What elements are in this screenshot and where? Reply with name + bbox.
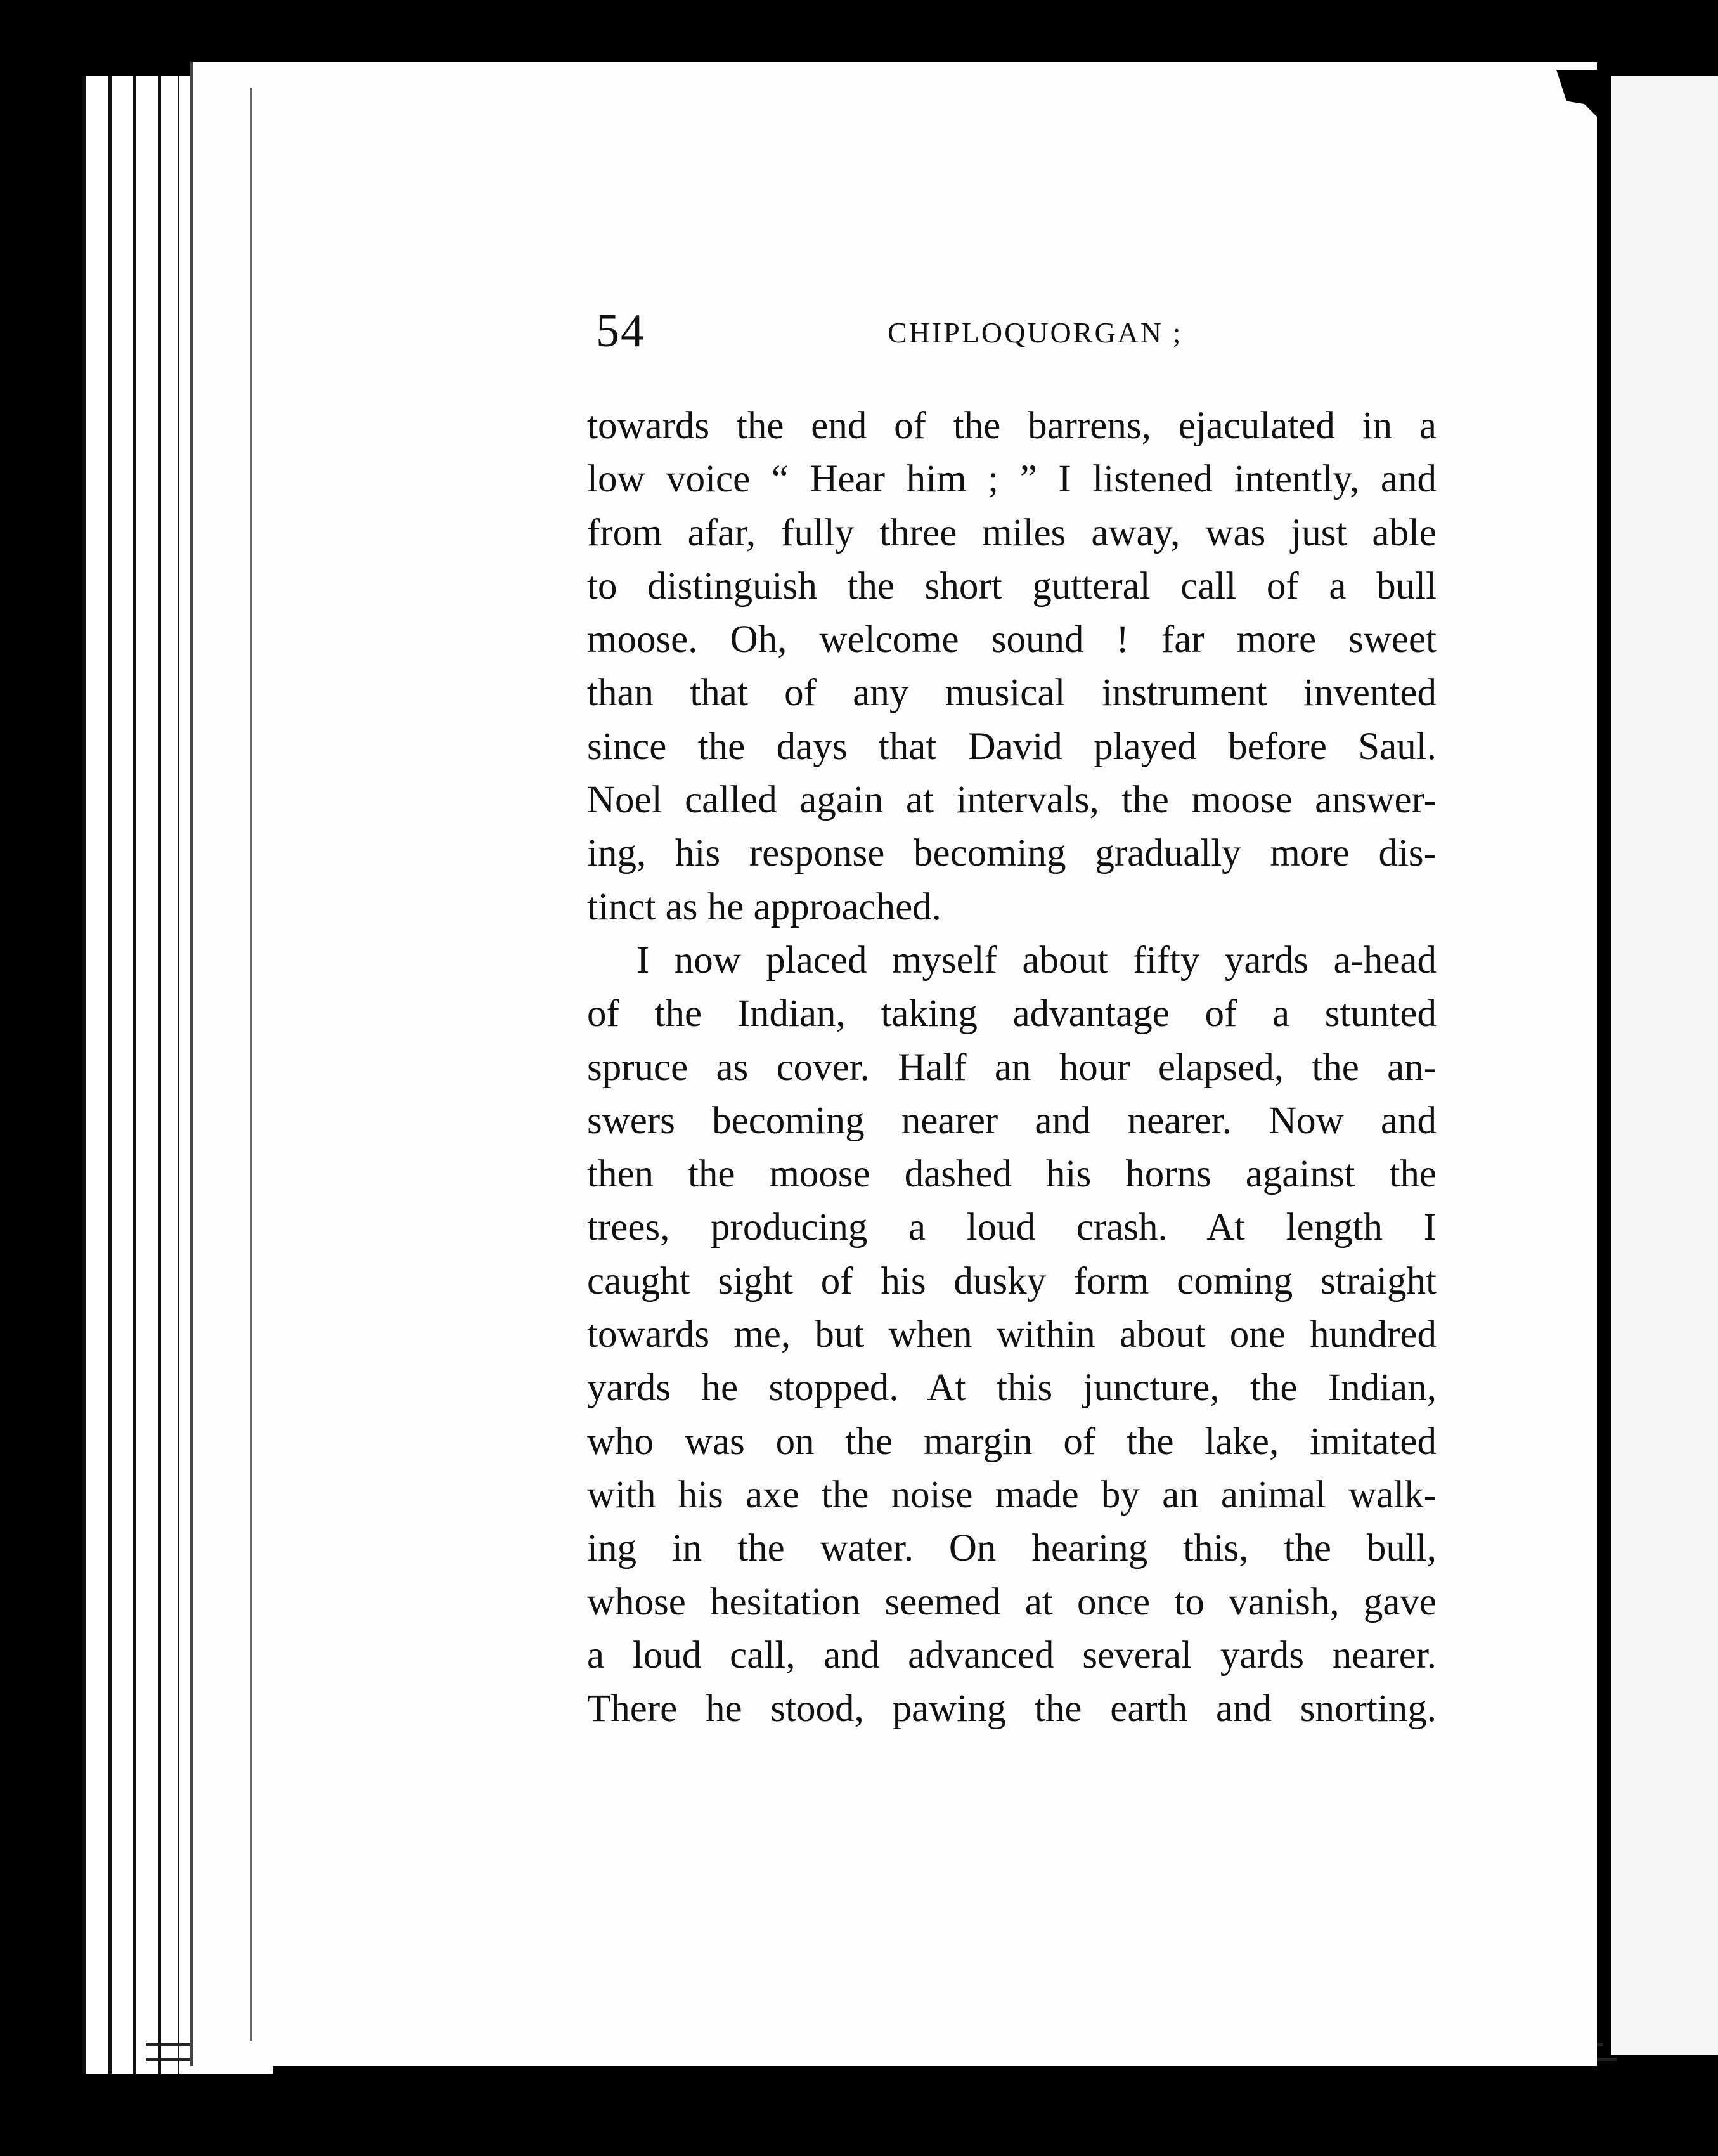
text-line: caught sight of his dusky form coming straight <box>587 1259 1437 1302</box>
text-line: than that of any musical instrument invented <box>587 672 1437 715</box>
text-line: Noel called again at intervals, the moose answer- <box>587 779 1437 822</box>
adjacent-page-sliver <box>1611 76 1718 2055</box>
text-line: then the moose dashed his horns against the <box>587 1153 1437 1196</box>
text-line: swers becoming nearer and nearer. Now and <box>587 1099 1437 1142</box>
text-line: since the days that David played before Saul. <box>587 725 1437 768</box>
text-line: who was on the margin of the lake, imitated <box>587 1420 1437 1463</box>
page-header <box>596 304 1433 368</box>
paragraph <box>587 934 1437 1736</box>
text-line: yards he stopped. At this juncture, the Indian, <box>587 1367 1437 1410</box>
text-line: towards me, but when within about one hundred <box>587 1313 1437 1356</box>
text-line: low voice “ Hear him ; ” I listened intently, and <box>587 458 1437 501</box>
text-line: tinct as he approached. <box>587 885 941 928</box>
page-gutter-line <box>250 88 252 2041</box>
page-edge <box>133 76 136 2074</box>
text-line: There he stood, pawing the earth and snorting. <box>587 1687 1437 1731</box>
text-line: from afar, fully three miles away, was just able <box>587 511 1437 554</box>
text-line: of the Indian, taking advantage of a stunted <box>587 992 1437 1036</box>
text-line: spruce as cover. Half an hour elapsed, the an- <box>587 1046 1437 1089</box>
page-number: 54 <box>596 305 645 357</box>
text-line: to distinguish the short gutteral call of a bull <box>587 564 1437 607</box>
paragraph <box>587 399 1437 934</box>
text-line: whose hesitation seemed at once to vanish, gave <box>587 1580 1437 1623</box>
running-head: CHIPLOQUORGAN ; <box>888 316 1183 349</box>
page-edge <box>178 76 179 2074</box>
text-line: towards the end of the barrens, ejaculated in a <box>587 405 1437 447</box>
text-line: moose. Oh, welcome sound ! far more sweet <box>587 618 1437 661</box>
text-line: I now placed myself about fifty yards a-head <box>636 938 1437 982</box>
body-text <box>587 399 1437 1736</box>
page-edge <box>82 76 86 2074</box>
text-line: with his axe the noise made by an animal walk- <box>587 1473 1437 1516</box>
text-line: trees, producing a loud crash. At length I <box>587 1206 1437 1249</box>
text-line: ing, his response becoming gradually more dis- <box>587 832 1437 875</box>
page-divider <box>1603 133 1611 2055</box>
text-line: a loud call, and advanced several yards nearer. <box>587 1633 1437 1677</box>
page-edge <box>158 76 161 2074</box>
text-line: ing in the water. On hearing this, the bull, <box>587 1527 1437 1570</box>
page-edge <box>108 76 112 2074</box>
